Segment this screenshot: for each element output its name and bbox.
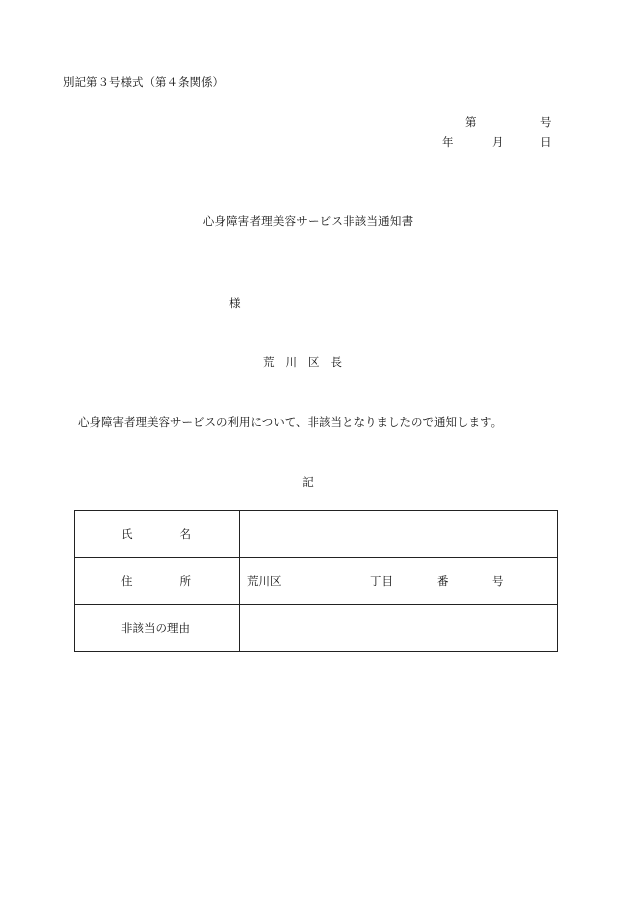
name-label-part-2: 名: [179, 527, 191, 541]
address-ward: 荒川区: [247, 574, 282, 588]
reason-value-cell[interactable]: [240, 605, 558, 652]
info-table: [74, 510, 558, 652]
ki-heading: 記: [302, 475, 314, 489]
date-day-label: 日: [540, 135, 552, 149]
name-value-cell[interactable]: [240, 511, 558, 558]
date-year-label: 年: [442, 135, 454, 149]
name-label-cell: [75, 511, 240, 558]
recipient-honorific: 様: [229, 296, 241, 310]
table-row-name: [75, 511, 558, 558]
date-month-label: 月: [492, 135, 504, 149]
reason-label-cell: [75, 605, 240, 652]
notification-body: 心身障害者理美容サービスの利用について、非該当となりましたので通知します。: [78, 415, 503, 429]
form-number: 別記第３号様式（第４条関係）: [63, 75, 224, 89]
address-ban-label: 番: [437, 574, 449, 588]
address-label-part-2: 所: [179, 574, 191, 588]
table-row-address: [75, 558, 558, 605]
document-number-suffix: 号: [540, 115, 552, 129]
address-value-cell[interactable]: [240, 558, 558, 605]
name-label-part-1: 氏: [121, 527, 133, 541]
document-title: 心身障害者理美容サービス非該当通知書: [202, 214, 414, 228]
reason-label: 非該当の理由: [121, 621, 190, 635]
issuer-name: 荒川区長: [263, 355, 353, 369]
address-label-cell: [75, 558, 240, 605]
address-chome-label: 丁目: [370, 574, 393, 588]
document-number-prefix: 第: [465, 115, 477, 129]
address-label-part-1: 住: [121, 574, 133, 588]
address-go-label: 号: [492, 574, 504, 588]
table-row-reason: [75, 605, 558, 652]
